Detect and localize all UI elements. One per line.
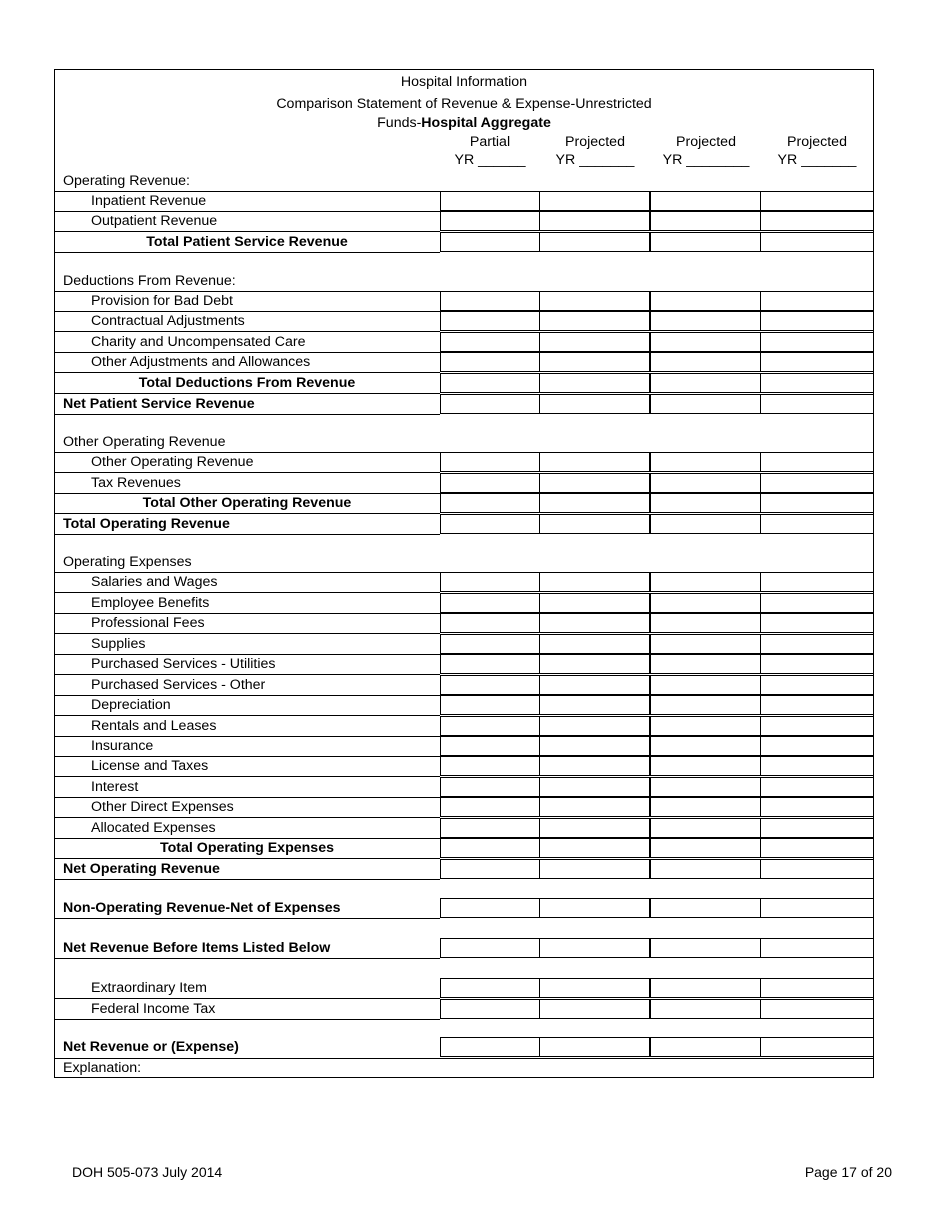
amount-cell-col-2[interactable] [539,211,650,231]
amount-cell-col-1[interactable] [440,797,540,817]
statement-row [55,311,873,331]
amount-cell-col-3[interactable] [650,191,761,211]
col-header-projected-1 [540,133,650,169]
statement-row [55,432,873,452]
row-label: Purchased Services - Other [91,677,266,693]
statement-row [55,716,873,736]
statement-row [55,797,873,817]
amount-cell-col-3[interactable] [650,756,761,776]
amount-cell-col-3[interactable] [650,634,761,654]
amount-cell-col-2[interactable] [539,654,650,674]
amount-cell-col-1[interactable] [440,452,540,472]
row-label: Other Operating Revenue [91,454,254,470]
amount-cell-col-3[interactable] [650,1037,761,1057]
amount-cell-col-1[interactable] [440,675,540,695]
col-header-projected-3 [762,133,872,169]
row-label: Outpatient Revenue [91,213,218,229]
row-label: Total Operating Revenue [63,516,230,532]
amount-cell-col-2[interactable] [539,473,650,493]
statement-row [55,171,873,191]
statement-row [55,493,873,513]
amount-cell-col-2[interactable] [539,352,650,372]
row-rule [55,572,440,573]
row-label: Extraordinary Item [91,980,207,996]
amount-cell-col-4[interactable] [760,593,874,613]
amount-cell-col-2[interactable] [539,332,650,352]
amount-cell-col-3[interactable] [650,978,761,998]
page-number: Page 17 of 20 [804,1164,892,1180]
statement-row [55,613,873,633]
row-label: Total Other Operating Revenue [142,495,352,511]
statement-row [55,777,873,797]
amount-cell-col-2[interactable] [539,999,650,1019]
col-label: Projected [565,134,625,150]
row-rule [55,1019,440,1020]
statement-row [55,271,873,291]
amount-cell-col-4[interactable] [760,675,874,695]
amount-cell-col-3[interactable] [650,777,761,797]
amount-cell-col-2[interactable] [539,634,650,654]
amount-cell-col-4[interactable] [760,311,874,331]
amount-cell-col-4[interactable] [760,695,874,715]
amount-cell-col-2[interactable] [539,452,650,472]
funds-prefix: Funds- [377,115,422,131]
row-label: Total Operating Expenses [160,840,334,856]
row-rule [55,252,440,253]
row-label: Operating Expenses [63,554,192,570]
row-label: Employee Benefits [91,595,210,611]
amount-cell-col-4[interactable] [760,493,874,513]
amount-cell-col-2[interactable] [539,675,650,695]
amount-cell-col-1[interactable] [440,493,540,513]
amount-cell-col-3[interactable] [650,211,761,231]
amount-cell-col-3[interactable] [650,352,761,372]
amount-cell-col-4[interactable] [760,634,874,654]
amount-cell-col-4[interactable] [760,978,874,998]
amount-cell-col-2[interactable] [539,493,650,513]
statement-row [55,654,873,674]
amount-cell-col-3[interactable] [650,493,761,513]
amount-cell-col-3[interactable] [650,695,761,715]
amount-cell-col-4[interactable] [760,332,874,352]
amount-cell-col-4[interactable] [760,613,874,633]
amount-cell-col-3[interactable] [650,898,761,918]
amount-cell-col-3[interactable] [650,797,761,817]
amount-cell-col-2[interactable] [539,311,650,331]
amount-cell-col-2[interactable] [539,613,650,633]
amount-cell-col-3[interactable] [650,654,761,674]
amount-cell-col-4[interactable] [760,999,874,1019]
statement-row [55,514,873,534]
amount-cell-col-1[interactable] [440,1037,540,1057]
row-label: Federal Income Tax [91,1001,216,1017]
amount-cell-col-2[interactable] [539,695,650,715]
statement-row [55,898,873,918]
amount-cell-col-4[interactable] [760,716,874,736]
funds-name: Hospital Aggregate [421,115,551,131]
col-yr: YR _______ [777,152,857,168]
statement-row [55,756,873,776]
amount-cell-col-3[interactable] [650,332,761,352]
amount-cell-col-1[interactable] [440,898,540,918]
amount-cell-col-1[interactable] [440,613,540,633]
amount-cell-col-4[interactable] [760,1037,874,1057]
amount-cell-col-1[interactable] [440,191,540,211]
row-label: Other Direct Expenses [91,799,234,815]
statement-row [55,191,873,211]
amount-cell-col-3[interactable] [650,736,761,756]
amount-cell-col-2[interactable] [539,736,650,756]
amount-cell-col-3[interactable] [650,716,761,736]
amount-cell-col-2[interactable] [539,572,650,592]
amount-cell-col-1[interactable] [440,473,540,493]
amount-cell-col-4[interactable] [760,232,874,252]
amount-cell-col-2[interactable] [539,978,650,998]
row-label: Other Adjustments and Allowances [91,354,311,370]
statement-row [55,452,873,472]
amount-cell-col-2[interactable] [539,938,650,958]
amount-cell-col-3[interactable] [650,818,761,838]
statement-title: Comparison Statement of Revenue & Expense-Unrestricted [276,96,652,112]
amount-cell-col-4[interactable] [760,838,874,858]
row-rule [55,918,440,919]
row-rule [55,452,440,453]
amount-cell-col-2[interactable] [539,818,650,838]
amount-cell-col-2[interactable] [539,593,650,613]
col-yr: YR _______ [555,152,635,168]
row-label: Purchased Services - Utilities [91,656,276,672]
amount-cell-col-1[interactable] [440,394,540,414]
amount-cell-col-4[interactable] [760,291,874,311]
amount-cell-col-3[interactable] [650,373,761,393]
amount-cell-col-4[interactable] [760,211,874,231]
statement-row [55,332,873,352]
amount-cell-col-4[interactable] [760,572,874,592]
row-label: Rentals and Leases [91,718,217,734]
amount-cell-col-4[interactable] [760,797,874,817]
amount-cell-col-1[interactable] [440,634,540,654]
amount-cell-col-2[interactable] [539,514,650,534]
amount-cell-col-1[interactable] [440,291,540,311]
statement-row [55,373,873,393]
amount-cell-col-3[interactable] [650,938,761,958]
row-label: Total Patient Service Revenue [146,234,348,250]
amount-cell-col-3[interactable] [650,291,761,311]
amount-cell-col-2[interactable] [539,232,650,252]
amount-cell-col-1[interactable] [440,332,540,352]
amount-cell-col-2[interactable] [539,797,650,817]
amount-cell-col-3[interactable] [650,473,761,493]
amount-cell-col-4[interactable] [760,756,874,776]
row-label: Contractual Adjustments [91,313,245,329]
row-label: Inpatient Revenue [91,193,207,209]
amount-cell-col-3[interactable] [650,514,761,534]
explanation-rule [55,1058,873,1059]
row-rule [55,958,440,959]
amount-cell-col-4[interactable] [760,736,874,756]
amount-cell-col-4[interactable] [760,859,874,879]
col-label: Partial [469,134,511,150]
row-label: Deductions From Revenue: [63,273,236,289]
amount-cell-col-3[interactable] [650,593,761,613]
revenue-expense-form [54,69,874,1078]
row-label: Total Deductions From Revenue [138,375,356,391]
amount-cell-col-4[interactable] [760,514,874,534]
col-yr: YR ______ [454,152,526,168]
amount-cell-col-1[interactable] [440,978,540,998]
row-label: Charity and Uncompensated Care [91,334,306,350]
amount-cell-col-4[interactable] [760,473,874,493]
amount-cell-col-2[interactable] [539,191,650,211]
amount-cell-col-2[interactable] [539,898,650,918]
statement-row [55,695,873,715]
col-header-partial [435,133,545,169]
amount-cell-col-3[interactable] [650,311,761,331]
amount-cell-col-3[interactable] [650,999,761,1019]
statement-row [55,859,873,879]
statement-row [55,978,873,998]
statement-row [55,1058,873,1078]
statement-row [55,1037,873,1057]
row-label: Depreciation [91,697,171,713]
amount-cell-col-1[interactable] [440,572,540,592]
row-label: Net Patient Service Revenue [63,396,255,412]
amount-cell-col-2[interactable] [539,716,650,736]
statement-row [55,211,873,231]
amount-cell-col-1[interactable] [440,756,540,776]
amount-cell-col-4[interactable] [760,394,874,414]
statement-row [55,999,873,1019]
amount-cell-col-3[interactable] [650,572,761,592]
row-rule [55,191,440,192]
statement-row [55,232,873,252]
amount-cell-col-1[interactable] [440,311,540,331]
row-label: Other Operating Revenue [63,434,226,450]
statement-row [55,736,873,756]
row-rule [55,414,440,415]
row-label: License and Taxes [91,758,209,774]
row-label: Insurance [91,738,154,754]
row-label: Net Operating Revenue [63,861,220,877]
statement-row [55,394,873,414]
col-yr: YR ________ [662,152,750,168]
amount-cell-col-3[interactable] [650,838,761,858]
row-label: Professional Fees [91,615,205,631]
statement-row [55,593,873,613]
amount-cell-col-4[interactable] [760,938,874,958]
amount-cell-col-3[interactable] [650,859,761,879]
amount-cell-col-1[interactable] [440,859,540,879]
funds-title [55,113,873,133]
statement-row [55,572,873,592]
amount-cell-col-4[interactable] [760,777,874,797]
amount-cell-col-3[interactable] [650,613,761,633]
row-label: Tax Revenues [91,475,181,491]
amount-cell-col-3[interactable] [650,394,761,414]
statement-row [55,938,873,958]
statement-row [55,291,873,311]
row-label: Net Revenue Before Items Listed Below [63,940,331,956]
amount-cell-col-1[interactable] [440,514,540,534]
amount-cell-col-1[interactable] [440,938,540,958]
col-label: Projected [787,134,847,150]
amount-cell-col-1[interactable] [440,818,540,838]
amount-cell-col-1[interactable] [440,716,540,736]
amount-cell-col-1[interactable] [440,211,540,231]
statement-row [55,838,873,858]
amount-cell-col-4[interactable] [760,654,874,674]
amount-cell-col-2[interactable] [539,756,650,776]
amount-cell-col-1[interactable] [440,695,540,715]
row-label: Provision for Bad Debt [91,293,233,309]
amount-cell-col-4[interactable] [760,818,874,838]
amount-cell-col-1[interactable] [440,232,540,252]
amount-cell-col-1[interactable] [440,838,540,858]
row-rule [55,534,440,535]
amount-cell-col-1[interactable] [440,999,540,1019]
row-rule [55,879,440,880]
form-id: DOH 505-073 July 2014 [72,1164,223,1180]
amount-cell-col-2[interactable] [539,859,650,879]
row-label: Operating Revenue: [63,173,190,189]
amount-cell-col-2[interactable] [539,394,650,414]
amount-cell-col-1[interactable] [440,352,540,372]
form-title: Hospital Information [400,74,528,90]
amount-cell-col-2[interactable] [539,373,650,393]
statement-row [55,818,873,838]
row-label: Non-Operating Revenue-Net of Expenses [63,900,341,916]
amount-cell-col-2[interactable] [539,291,650,311]
amount-cell-col-1[interactable] [440,736,540,756]
amount-cell-col-2[interactable] [539,838,650,858]
row-label: Allocated Expenses [91,820,216,836]
amount-cell-col-1[interactable] [440,593,540,613]
amount-cell-col-3[interactable] [650,675,761,695]
amount-cell-col-4[interactable] [760,373,874,393]
statement-row [55,552,873,572]
row-label: Interest [91,779,139,795]
amount-cell-col-4[interactable] [760,352,874,372]
amount-cell-col-2[interactable] [539,1037,650,1057]
col-header-projected-2 [651,133,761,169]
statement-row [55,473,873,493]
amount-cell-col-3[interactable] [650,452,761,472]
amount-cell-col-4[interactable] [760,191,874,211]
row-label: Supplies [91,636,146,652]
row-rule [55,291,440,292]
col-label: Projected [676,134,736,150]
row-label: Net Revenue or (Expense) [63,1039,239,1055]
amount-cell-col-1[interactable] [440,777,540,797]
statement-row [55,634,873,654]
amount-cell-col-1[interactable] [440,654,540,674]
amount-cell-col-1[interactable] [440,373,540,393]
row-label: Explanation: [63,1060,142,1076]
statement-row [55,675,873,695]
amount-cell-col-2[interactable] [539,777,650,797]
amount-cell-col-4[interactable] [760,898,874,918]
amount-cell-col-4[interactable] [760,452,874,472]
amount-cell-col-3[interactable] [650,232,761,252]
row-label: Salaries and Wages [91,574,218,590]
statement-row [55,352,873,372]
